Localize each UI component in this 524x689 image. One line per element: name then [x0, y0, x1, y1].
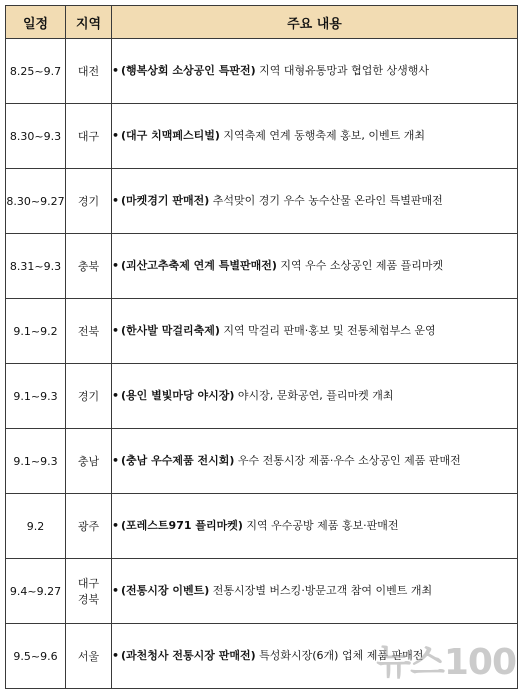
bullet: • [112, 63, 120, 77]
bullet: • [112, 648, 120, 662]
content-cell [112, 169, 518, 234]
event-desc: 추석맞이 경기 우수 농수산물 온라인 특별판매전 [209, 193, 443, 207]
header-region: 지역 [66, 6, 112, 39]
event-desc: 지역 대형유통망과 협업한 상생행사 [255, 63, 430, 77]
header-row [6, 6, 518, 39]
table-row [6, 234, 518, 299]
table-row [6, 169, 518, 234]
event-desc: 전통시장별 버스킹·방문고객 참여 이벤트 개최 [209, 583, 433, 597]
table-row [6, 559, 518, 624]
date-cell: 9.1~9.3 [6, 429, 66, 494]
content-cell [112, 39, 518, 104]
schedule-table [5, 5, 518, 689]
event-desc: 지역 우수공방 제품 홍보·판매전 [242, 518, 399, 532]
event-desc: 야시장, 문화공연, 플리마켓 개최 [234, 388, 394, 402]
content-cell [112, 104, 518, 169]
region-cell: 충북 [66, 234, 112, 299]
event-desc: 우수 전통시장 제품·우수 소상공인 제품 판매전 [234, 453, 461, 467]
content-cell [112, 299, 518, 364]
date-cell: 8.30~9.3 [6, 104, 66, 169]
region-cell: 경기 [66, 364, 112, 429]
table-row [6, 429, 518, 494]
watermark: 뉴스100 [376, 642, 516, 683]
table-row [6, 104, 518, 169]
bullet: • [112, 258, 120, 272]
bullet: • [112, 128, 120, 142]
date-cell: 8.31~9.3 [6, 234, 66, 299]
table-row [6, 299, 518, 364]
event-name: (과천청사 전통시장 판매전) [121, 648, 256, 662]
event-name: (괴산고추축제 연계 특별판매전) [121, 258, 277, 272]
header-content: 주요 내용 [112, 6, 518, 39]
date-cell: 9.2 [6, 494, 66, 559]
date-cell: 9.4~9.27 [6, 559, 66, 624]
bullet: • [112, 388, 120, 402]
bullet: • [112, 583, 120, 597]
date-cell: 9.1~9.3 [6, 364, 66, 429]
bullet: • [112, 453, 120, 467]
table-row [6, 39, 518, 104]
content-cell [112, 429, 518, 494]
region-cell: 대구 경북 [66, 559, 112, 624]
event-name: (마켓경기 판매전) [121, 193, 210, 207]
content-cell [112, 494, 518, 559]
content-cell [112, 559, 518, 624]
event-name: (충남 우수제품 전시회) [121, 453, 235, 467]
event-desc: 지역축제 연계 동행축제 홍보, 이벤트 개최 [219, 128, 426, 142]
region-cell: 충남 [66, 429, 112, 494]
header-date: 일정 [6, 6, 66, 39]
date-cell: 8.30~9.27 [6, 169, 66, 234]
event-name: (행복상회 소상공인 특판전) [121, 63, 256, 77]
event-name: (대구 치맥페스티벌) [121, 128, 220, 142]
event-desc: 특성화시장(6개) 업체 제품 판매전 [255, 648, 424, 662]
event-name: (전통시장 이벤트) [121, 583, 210, 597]
region-cell: 서울 [66, 624, 112, 689]
date-cell: 8.25~9.7 [6, 39, 66, 104]
event-desc: 지역 막걸리 판매·홍보 및 전통체험부스 운영 [219, 323, 436, 337]
content-cell [112, 234, 518, 299]
date-cell: 9.1~9.2 [6, 299, 66, 364]
table-row [6, 364, 518, 429]
table-row [6, 494, 518, 559]
content-cell [112, 364, 518, 429]
region-cell: 전북 [66, 299, 112, 364]
bullet: • [112, 323, 120, 337]
event-name: (한사발 막걸리축제) [121, 323, 220, 337]
event-name: (포레스트971 플리마켓) [121, 518, 243, 532]
event-name: (용인 별빛마당 야시장) [121, 388, 235, 402]
region-cell: 대구 [66, 104, 112, 169]
region-cell: 대전 [66, 39, 112, 104]
date-cell: 9.5~9.6 [6, 624, 66, 689]
bullet: • [112, 518, 120, 532]
bullet: • [112, 193, 120, 207]
event-desc: 지역 우수 소상공인 제품 플리마켓 [276, 258, 444, 272]
region-cell: 경기 [66, 169, 112, 234]
region-cell: 광주 [66, 494, 112, 559]
